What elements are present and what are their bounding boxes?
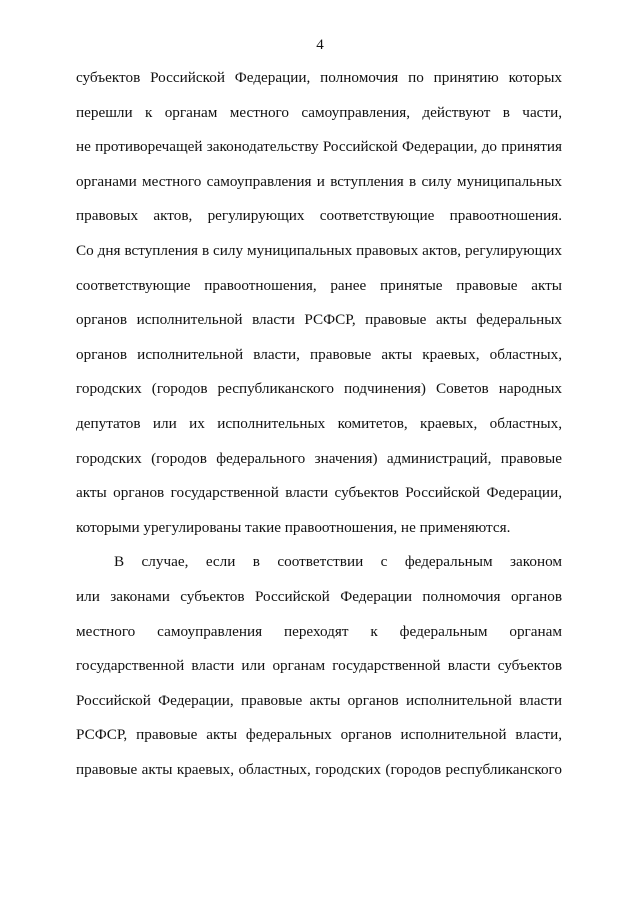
text-line: местного самоуправления переходят к федеральным органам [76, 622, 562, 640]
text-line: В случае, если в соответствии с федеральным законом [114, 553, 562, 571]
text-line: которыми урегулированы такие правоотношения, не применяются. [76, 518, 511, 536]
text-line: органов исполнительной власти РСФСР, правовые акты федеральных [76, 311, 562, 329]
text-line: органов исполнительной власти, правовые акты краевых, областных, [76, 345, 562, 363]
text-line: акты органов государственной власти субъектов Российской Федерации, [76, 484, 562, 502]
text-line: депутатов или их исполнительных комитетов, краевых, областных, [76, 414, 562, 432]
page-number: 4 [316, 37, 324, 53]
text-line: органами местного самоуправления и вступления в силу муниципальных [76, 172, 562, 190]
text-line: Российской Федерации, правовые акты органов исполнительной власти [76, 691, 562, 709]
text-line: субъектов Российской Федерации, полномочия по принятию которых [76, 69, 562, 86]
text-line: перешли к органам местного самоуправления, действуют в части, [76, 103, 562, 121]
text-line: соответствующие правоотношения, ранее принятые правовые акты [76, 276, 562, 294]
text-line: РСФСР, правовые акты федеральных органов исполнительной власти, [76, 726, 562, 744]
text-line: городских (городов федерального значения) администраций, правовые [76, 449, 562, 467]
body-text [76, 69, 562, 795]
text-line: правовых актов, регулирующих соответствующие правоотношения. [76, 207, 562, 225]
text-line: государственной власти или органам государственной власти субъектов [76, 657, 562, 675]
text-line: или законами субъектов Российской Федерации полномочия органов [76, 587, 562, 605]
text-line: Со дня вступления в силу муниципальных правовых актов, регулирующих [76, 241, 562, 259]
text-line: правовые акты краевых, областных, городских (городов республиканского [76, 760, 562, 778]
text-line: городских (городов республиканского подчинения) Советов народных [76, 380, 562, 398]
text-line: не противоречащей законодательству Российской Федерации, до принятия [76, 138, 562, 156]
